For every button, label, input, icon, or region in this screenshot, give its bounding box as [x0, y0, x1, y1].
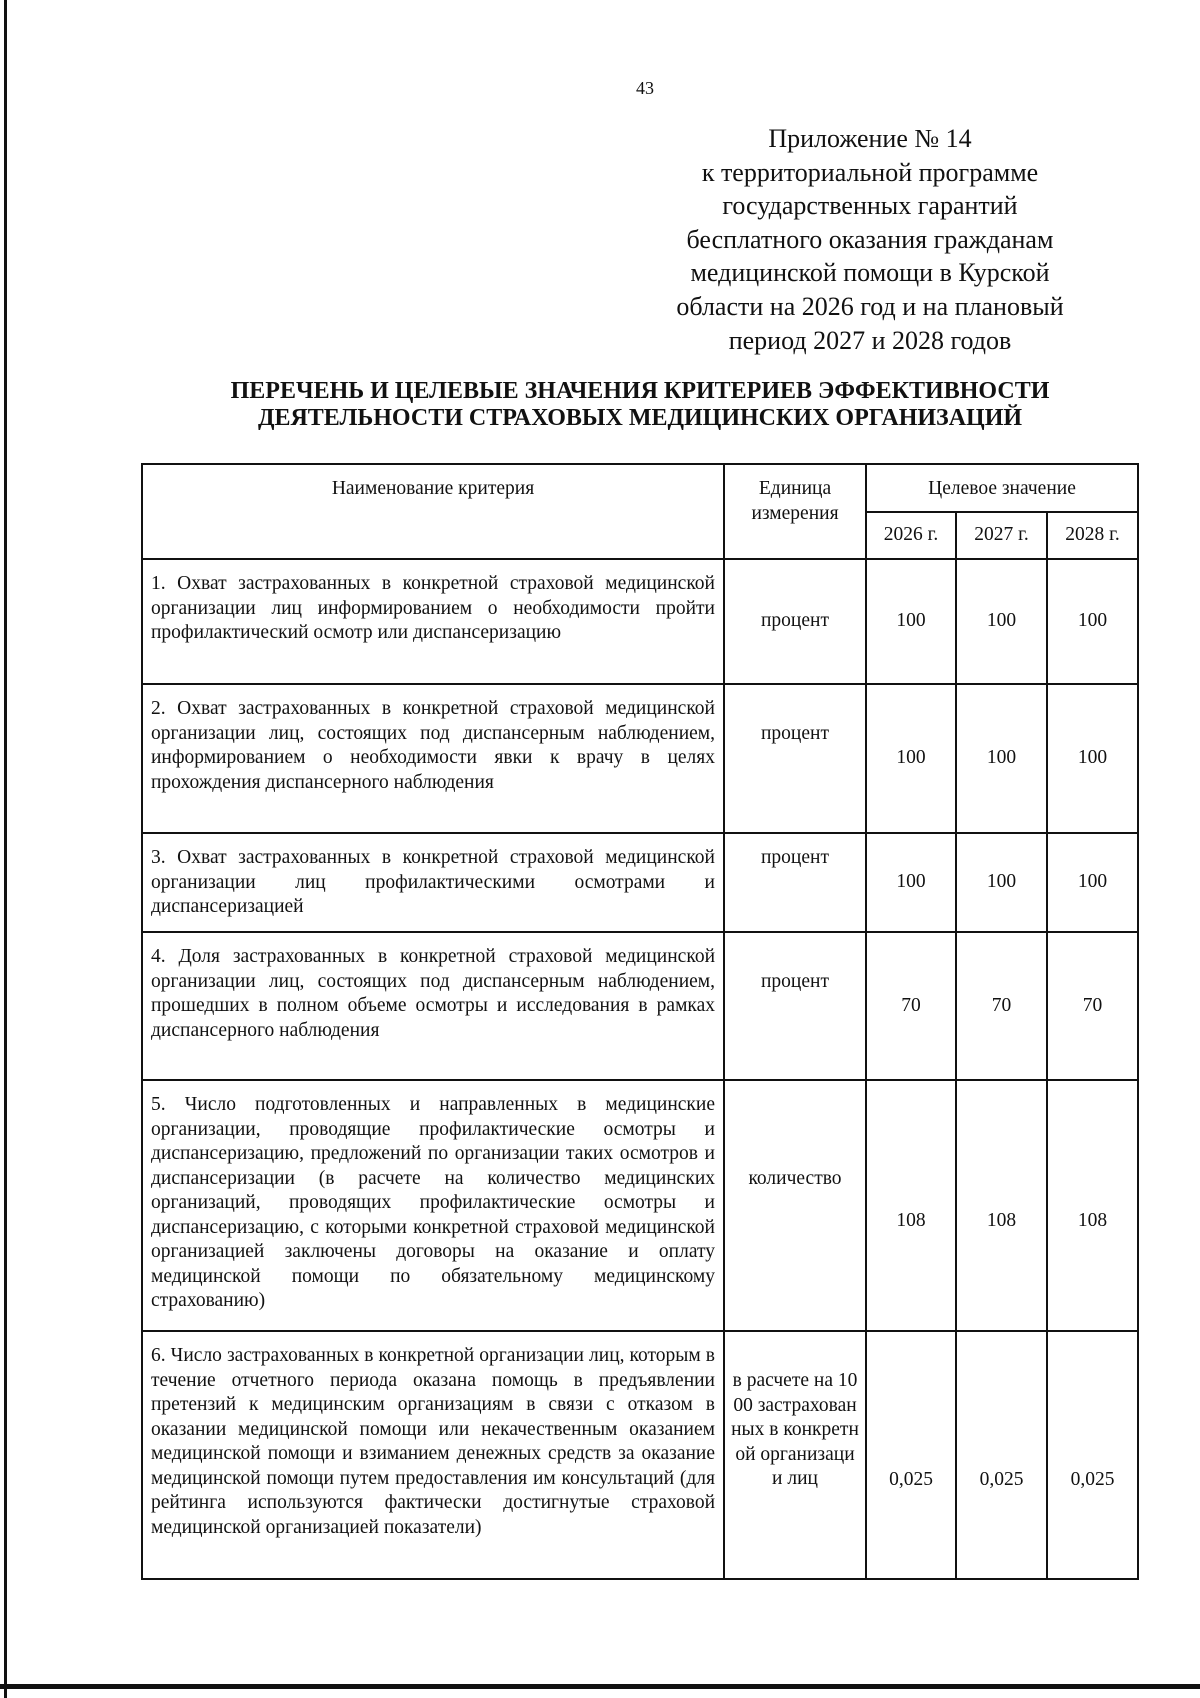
criterion-unit: процент	[724, 932, 866, 1080]
table-row	[142, 1080, 1138, 1331]
value-2028: 100	[1047, 559, 1138, 684]
criterion-name: 1. Охват застрахованных в конкретной страховой медицинской организации лиц информированием о необходимости пройти профилактический осмотр или диспансеризацию	[142, 559, 724, 684]
value-2027: 70	[956, 932, 1047, 1080]
appendix-line: к территориальной программе	[701, 157, 1039, 187]
value-2028: 100	[1047, 684, 1138, 833]
header-unit: Единица измерения	[724, 464, 866, 559]
criterion-name: 3. Охват застрахованных в конкретной страховой медицинской организации лиц профилактическими осмотрами и диспансеризацией	[142, 833, 724, 932]
criterion-unit: процент	[724, 559, 866, 684]
criterion-name: 2. Охват застрахованных в конкретной страховой медицинской организации лиц, состоящих под диспансерным наблюдением, информированием о необходимости явки к врачу в целях прохождения диспансерного наблюдения	[142, 684, 724, 833]
value-2026: 0,025	[866, 1331, 956, 1579]
criterion-name: 6. Число застрахованных в конкретной организации лиц, которым в течение отчетного периода оказана помощь в предъявлении претензий к медицинским организациям в связи с отказом в оказании медицинской помощи или некачественным оказанием медицинской помощи и взиманием денежных средств за оказание медицинской помощи путем предоставления им консультаций (для рейтинга используются фактически достигнутые страховой медицинской организацией показатели)	[142, 1331, 724, 1579]
value-2027: 100	[956, 559, 1047, 684]
value-2028: 100	[1047, 833, 1138, 932]
title-line: ПЕРЕЧЕНЬ И ЦЕЛЕВЫЕ ЗНАЧЕНИЯ КРИТЕРИЕВ ЭФФЕКТИВНОСТИ	[230, 378, 1050, 404]
criterion-unit: процент	[724, 684, 866, 833]
value-2026: 108	[866, 1080, 956, 1331]
value-2026: 100	[866, 559, 956, 684]
table-row	[142, 684, 1138, 833]
table-row	[142, 932, 1138, 1080]
table-row	[142, 833, 1138, 932]
header-year-2028: 2028 г.	[1047, 512, 1138, 559]
value-2028: 70	[1047, 932, 1138, 1080]
header-criterion-name: Наименование критерия	[142, 464, 724, 559]
value-2026: 100	[866, 833, 956, 932]
criteria-table	[141, 463, 1139, 1580]
value-2027: 0,025	[956, 1331, 1047, 1579]
appendix-line: период 2027 и 2028 годов	[728, 325, 1012, 355]
header-target-value: Целевое значение	[866, 464, 1138, 512]
value-2027: 100	[956, 684, 1047, 833]
scan-edge-bottom	[0, 1684, 1200, 1689]
value-2028: 0,025	[1047, 1331, 1138, 1579]
criterion-name: 5. Число подготовленных и направленных в медицинские организации, проводящие профилактические осмотры и диспансеризацию, предложений по организации таких осмотров и диспансеризации (в расчете на количество медицинских организаций, проводящих профилактические осмотры и диспансеризацию, с которыми конкретной страховой медицинской организацией заключены договоры на оказание и оплату медицинской помощи по обязательному медицинскому страхованию)	[142, 1080, 724, 1331]
criterion-unit: процент	[724, 833, 866, 932]
appendix-line: Приложение № 14	[768, 124, 972, 153]
value-2026: 100	[866, 684, 956, 833]
table-row	[142, 1331, 1138, 1579]
appendix-line: области на 2026 год и на плановый	[676, 291, 1064, 321]
criterion-name: 4. Доля застрахованных в конкретной страховой медицинской организации лиц, состоящих под диспансерным наблюдением, прошедших в полном объеме осмотры и исследования в рамках диспансерного наблюдения	[142, 932, 724, 1080]
appendix-line: медицинской помощи в Курской	[690, 258, 1050, 288]
value-2028: 108	[1047, 1080, 1138, 1331]
value-2027: 100	[956, 833, 1047, 932]
value-2027: 108	[956, 1080, 1047, 1331]
scan-edge-left	[4, 0, 7, 1698]
table-row	[142, 559, 1138, 684]
criterion-unit: в расчете на 1000 застрахованных в конкретной организации лиц	[724, 1331, 866, 1579]
appendix-line: бесплатного оказания гражданам	[686, 224, 1054, 254]
title-line: ДЕЯТЕЛЬНОСТИ СТРАХОВЫХ МЕДИЦИНСКИХ ОРГАНИЗАЦИЙ	[257, 405, 1023, 431]
criterion-unit: количество	[724, 1080, 866, 1331]
appendix-block	[650, 122, 1090, 357]
page-number: 43	[636, 78, 654, 98]
header-year-2026: 2026 г.	[866, 512, 956, 559]
appendix-line: государственных гарантий	[722, 191, 1018, 221]
header-year-2027: 2027 г.	[956, 512, 1047, 559]
document-title	[150, 378, 1130, 432]
value-2026: 70	[866, 932, 956, 1080]
